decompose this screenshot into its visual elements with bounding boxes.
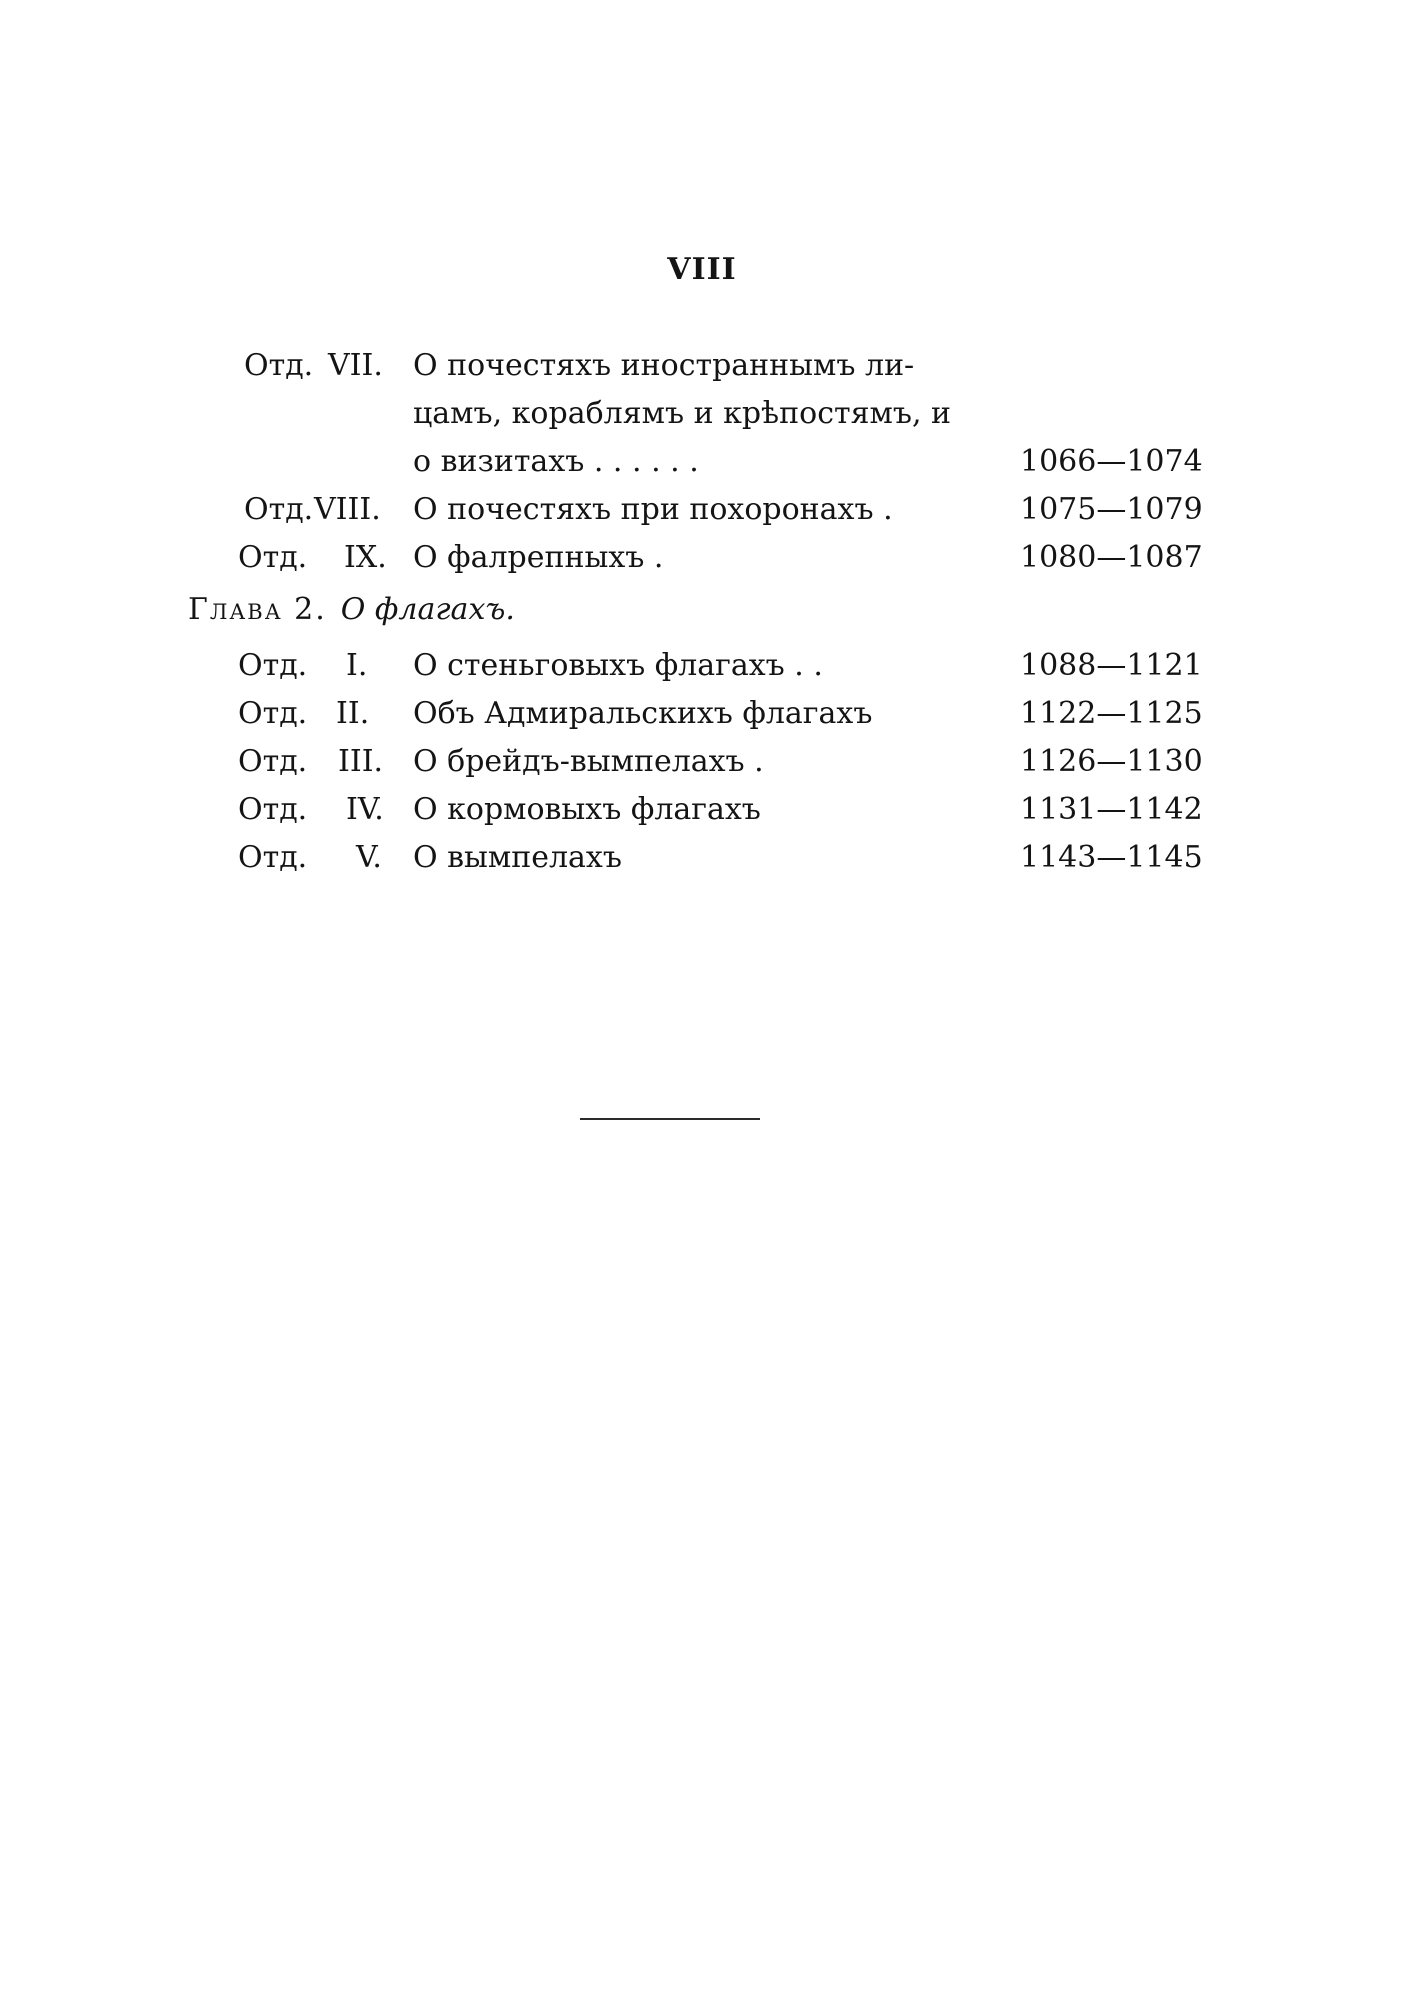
page-number: VIII (667, 252, 737, 287)
otd-label: Отд. (238, 792, 308, 827)
page-range-v: 1143—1145 (1020, 840, 1203, 875)
section-number: IX. (344, 540, 387, 575)
section-title-viii: О почестяхъ при похоронахъ . (413, 492, 893, 527)
section-title-vii-line3: о визитахъ . . . . . . (413, 444, 699, 479)
otd-label: Отд. (238, 696, 308, 731)
chapter-heading (188, 586, 515, 634)
page-range-ix: 1080—1087 (1020, 540, 1203, 575)
chapter-label: Глава 2. (188, 592, 327, 627)
section-number: I. (346, 648, 368, 683)
section-title-vii-line2: цамъ, кораблямъ и крѣпостямъ, и (413, 396, 952, 431)
otd-label: Отд. (244, 348, 314, 383)
section-title-iii: О брейдъ-вымпелахъ . (413, 744, 764, 779)
section-number: III. (338, 744, 384, 779)
section-number: II. (336, 696, 370, 731)
section-title-v: О вымпелахъ (413, 840, 622, 875)
page-range-iv: 1131—1142 (1020, 792, 1203, 827)
otd-label: Отд. (244, 492, 314, 527)
chapter-title: О флагахъ. (340, 592, 515, 627)
section-title-i: О стеньговыхъ флагахъ . . (413, 648, 823, 683)
section-title-vii-line1: О почестяхъ иностраннымъ ли- (413, 348, 915, 383)
page-range-i: 1088—1121 (1020, 648, 1203, 683)
page-range-viii: 1075—1079 (1020, 492, 1203, 527)
section-title-iv: О кормовыхъ флагахъ (413, 792, 761, 827)
otd-label: Отд. (238, 540, 308, 575)
otd-label: Отд. (238, 840, 308, 875)
end-divider-rule (580, 1118, 760, 1120)
section-number: V. (356, 840, 382, 875)
page-range-iii: 1126—1130 (1020, 744, 1203, 779)
section-title-ix: О фалрепныхъ . (413, 540, 664, 575)
section-number: VIII. (314, 492, 381, 527)
otd-label: Отд. (238, 648, 308, 683)
page-range-ii: 1122—1125 (1020, 696, 1203, 731)
section-title-ii: Объ Адмиральскихъ флагахъ (413, 696, 873, 731)
section-number: VII. (328, 348, 383, 383)
section-number: IV. (346, 792, 384, 827)
otd-label: Отд. (238, 744, 308, 779)
page-range-vii: 1066—1074 (1020, 444, 1203, 479)
